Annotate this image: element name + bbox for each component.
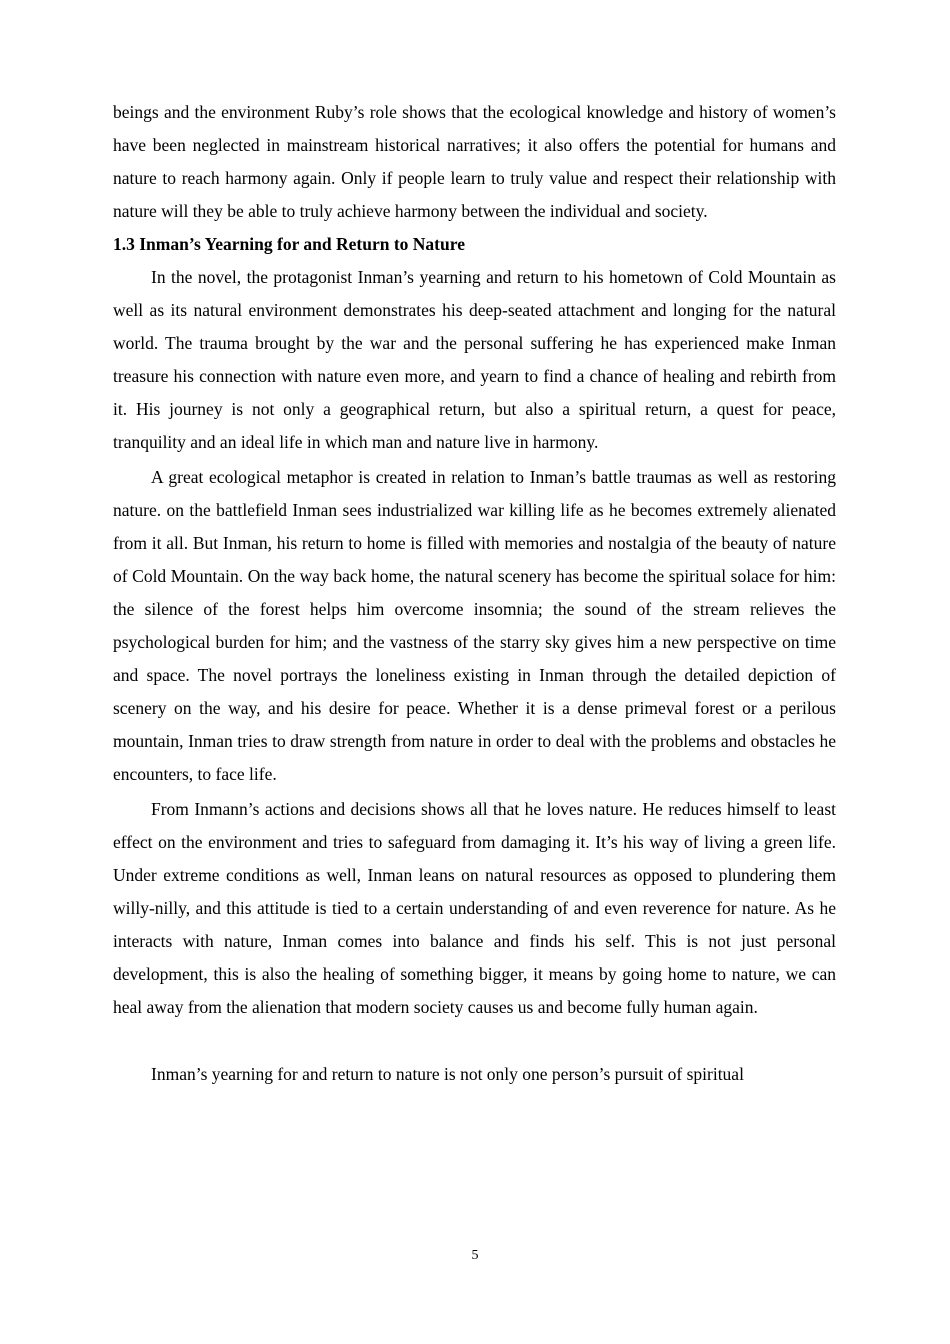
body-paragraph-1: In the novel, the protagonist Inman’s yearning and return to his hometown of Cold Mountain as well as its natural environment demonstrates his deep-seated attachment and longing for the natural world. The trauma brought by the war and the personal suffering he has experienced make Inman treasure his connection with nature even more, and yearn to find a chance of healing and rebirth from it. His journey is not only a geographical return, but also a spiritual return, a quest for peace, tranquility and an ideal life in which man and nature live in harmony.: [113, 267, 836, 452]
continuation-paragraph: beings and the environment Ruby’s role shows that the ecological knowledge and history of women’s have been neglected in mainstream historical narratives; it also offers the potential for humans and nature to reach harmony again. Only if people learn to truly value and respect their relationship with nature will they be able to truly achieve harmony between the individual and society.: [113, 102, 836, 221]
body-paragraph-2: A great ecological metaphor is created in relation to Inman’s battle traumas as well as restoring nature. on the battlefield Inman sees industrialized war killing life as he becomes extremely alienated from it all. But Inman, his return to home is filled with memories and nostalgia of the beauty of nature of Cold Mountain. On the way back home, the natural scenery has become the spiritual solace for him: the silence of the forest helps him overcome insomnia; the sound of the stream relieves the psychological burden for him; and the vastness of the starry sky gives him a new perspective on time and space. The novel portrays the loneliness existing in Inman through the detailed depiction of scenery on the way, and his desire for peace. Whether it is a dense primeval forest or a perilous mountain, Inman tries to draw strength from nature in order to deal with the problems and obstacles he encounters, to face life.: [113, 467, 836, 784]
section-heading: 1.3 Inman’s Yearning for and Return to Nature: [113, 234, 465, 254]
body-paragraph-4: Inman’s yearning for and return to nature is not only one person’s pursuit of spiritual: [151, 1064, 744, 1084]
document-page: [113, 96, 836, 1091]
body-paragraph-3: From Inmann’s actions and decisions shows all that he loves nature. He reduces himself to least effect on the environment and tries to safeguard from damaging it. It’s his way of living a green life. Under extreme conditions as well, Inman leans on natural resources as opposed to plundering them willy-nilly, and this attitude is tied to a certain understanding of and even reverence for nature. As he interacts with nature, Inman comes into balance and finds his self. This is not just personal development, this is also the healing of something bigger, it means by going home to nature, we can heal away from the alienation that modern society causes us and become fully human again.: [113, 799, 836, 1017]
page-number: 5: [471, 1248, 479, 1263]
